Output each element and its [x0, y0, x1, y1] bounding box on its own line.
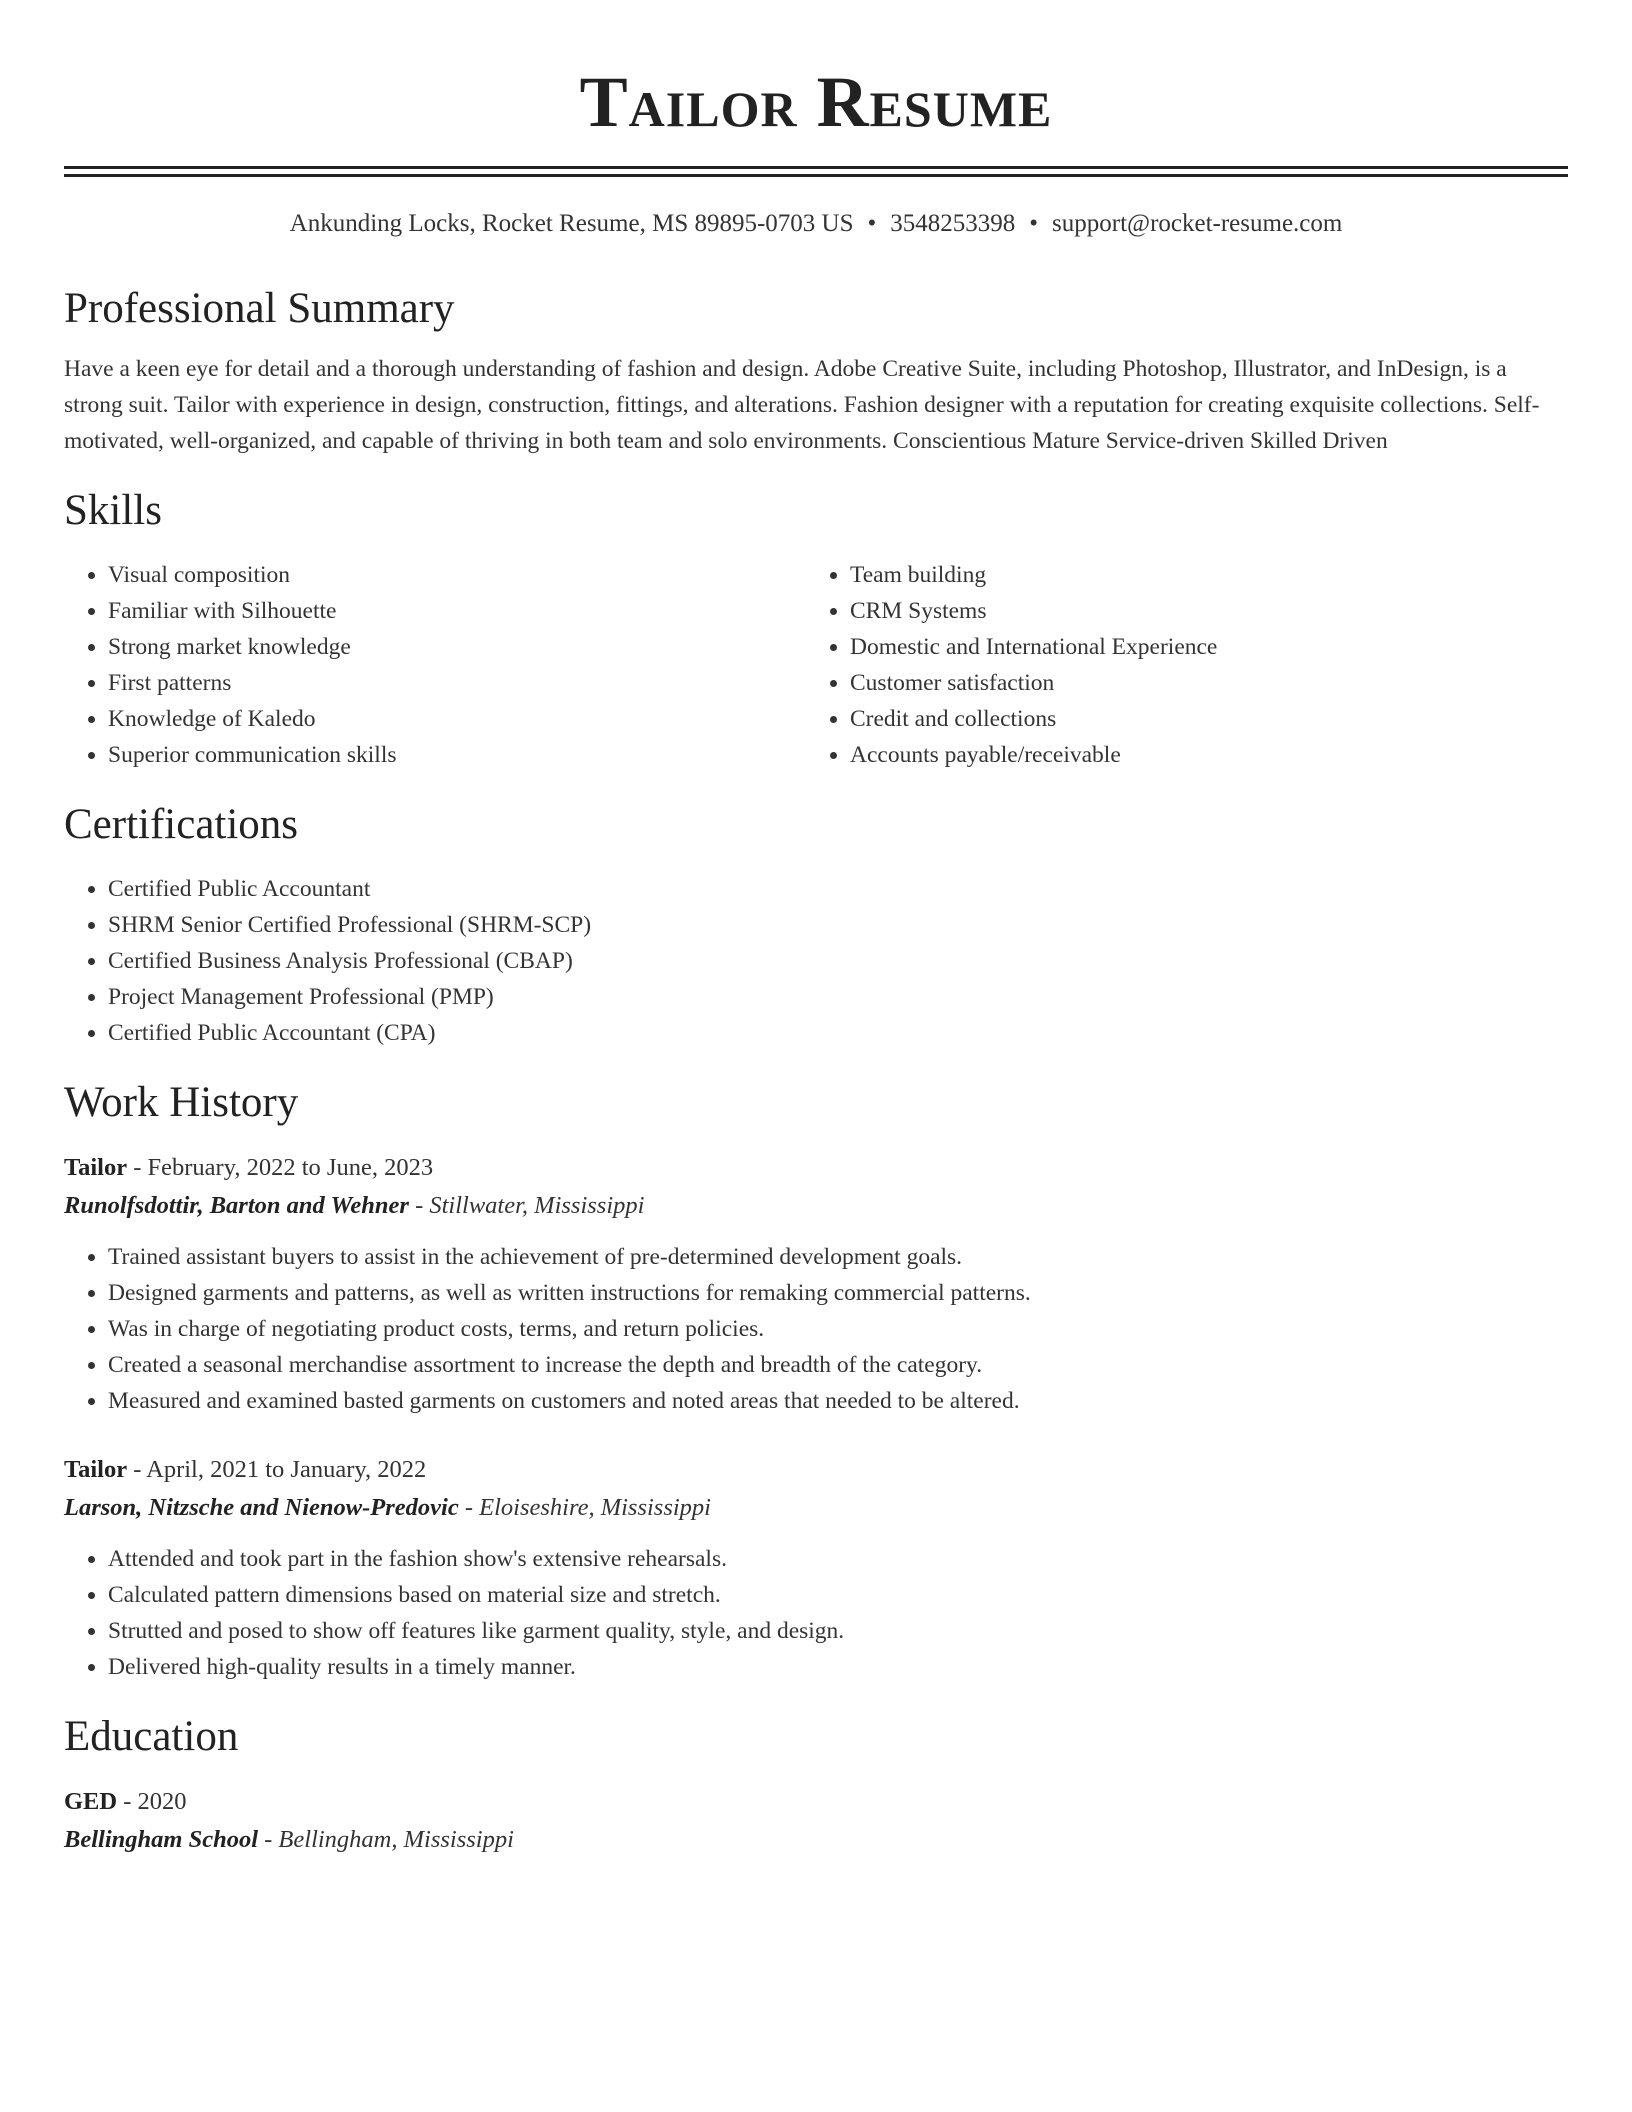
job-bullet: • Was in charge of negotiating product costs, terms, and return policies. [108, 1311, 1568, 1347]
job-location: - Stillwater, Mississippi [408, 1192, 645, 1219]
contact-address: Ankunding Locks, Rocket Resume, MS 89895-0703 US [289, 210, 854, 237]
contact-separator: • [1029, 210, 1039, 237]
job-entry [64, 1149, 1568, 1419]
job-role: Tailor [64, 1154, 128, 1181]
job-bullet: • Strutted and posed to show off features like garment quality, style, and design. [108, 1613, 1568, 1649]
skill-item: • Accounts payable/receivable [850, 737, 1548, 773]
skills-heading: Skills [64, 487, 162, 534]
job-header [64, 1149, 1568, 1187]
job-bullet: • Designed garments and patterns, as well as written instructions for remaking commercial patterns. [108, 1275, 1568, 1311]
job-company: Larson, Nitzsche and Nienow-Predovic [64, 1494, 459, 1521]
job-company: Runolfsdottir, Barton and Wehner [64, 1192, 409, 1219]
certification-item: • Certified Business Analysis Professional (CBAP) [108, 943, 1568, 979]
certifications-heading: Certifications [64, 801, 299, 848]
education-section [64, 1709, 1568, 1859]
contact-email: support@rocket-resume.com [1052, 210, 1343, 237]
education-year: - 2020 [117, 1788, 187, 1815]
skill-item: • Domestic and International Experience [850, 629, 1548, 665]
skill-item: • CRM Systems [850, 593, 1548, 629]
job-location: - Eloiseshire, Mississippi [458, 1494, 711, 1521]
job-bullet-list [64, 1239, 1568, 1419]
job-bullet: • Attended and took part in the fashion show's extensive rehearsals. [108, 1541, 1568, 1577]
job-header [64, 1451, 1568, 1489]
education-degree: GED [64, 1788, 118, 1815]
contact-line [64, 207, 1568, 241]
contact-separator: • [867, 210, 877, 237]
job-dates: - February, 2022 to June, 2023 [127, 1154, 434, 1181]
skills-column-left [64, 557, 806, 773]
skill-item: • First patterns [108, 665, 806, 701]
skill-item: • Team building [850, 557, 1548, 593]
certification-item: • Project Management Professional (PMP) [108, 979, 1568, 1015]
job-bullet: • Trained assistant buyers to assist in the achievement of pre-determined development goals. [108, 1239, 1568, 1275]
education-school: Bellingham School [64, 1826, 259, 1853]
skills-list-right [806, 557, 1548, 773]
summary-section [64, 281, 1568, 459]
skill-item: • Customer satisfaction [850, 665, 1548, 701]
skill-item: • Visual composition [108, 557, 806, 593]
certification-item: • Certified Public Accountant (CPA) [108, 1015, 1568, 1051]
job-bullet: • Created a seasonal merchandise assortment to increase the depth and breadth of the category. [108, 1347, 1568, 1383]
skill-item: • Strong market knowledge [108, 629, 806, 665]
skill-item: • Superior communication skills [108, 737, 806, 773]
skill-item: • Familiar with Silhouette [108, 593, 806, 629]
contact-phone: 3548253398 [890, 210, 1016, 237]
certification-item: • SHRM Senior Certified Professional (SHRM-SCP) [108, 907, 1568, 943]
job-dates: - April, 2021 to January, 2022 [127, 1456, 427, 1483]
skills-column-right [806, 557, 1548, 773]
job-bullet-list [64, 1541, 1568, 1685]
job-employer-line [64, 1489, 1568, 1527]
skill-item: • Credit and collections [850, 701, 1548, 737]
header-double-rule [64, 166, 1568, 177]
job-entry [64, 1451, 1568, 1685]
job-bullet: • Measured and examined basted garments on customers and noted areas that needed to be altered. [108, 1383, 1568, 1419]
resume-name: Tailor Resume [579, 62, 1053, 142]
work-history-heading: Work History [64, 1079, 299, 1126]
skills-section [64, 483, 1568, 773]
work-history-section [64, 1075, 1568, 1685]
education-school-line [64, 1821, 1568, 1859]
job-bullet: • Delivered high-quality results in a timely manner. [108, 1649, 1568, 1685]
certifications-section [64, 797, 1568, 1051]
skill-item: • Knowledge of Kaledo [108, 701, 806, 737]
summary-text: Have a keen eye for detail and a thorough understanding of fashion and design. Adobe Creative Suite, including Photoshop, Illustrator, and InDesign, is a strong suit. Tailor with experience in design, construction, fittings, and alterations. Fashion designer with a reputation for creating exquisite collections. Self-motivated, well-organized, and capable of thriving in both team and solo environments. Conscientious Mature Service-driven Skilled Driven [64, 356, 1540, 454]
summary-heading: Professional Summary [64, 285, 455, 332]
certifications-list [64, 871, 1568, 1051]
job-role: Tailor [64, 1456, 128, 1483]
education-heading: Education [64, 1713, 239, 1760]
certification-item: • Certified Public Accountant [108, 871, 1568, 907]
skills-list-left [64, 557, 806, 773]
education-header [64, 1783, 1568, 1821]
job-bullet: • Calculated pattern dimensions based on material size and stretch. [108, 1577, 1568, 1613]
skills-grid [64, 557, 1568, 773]
job-employer-line [64, 1187, 1568, 1225]
education-location: - Bellingham, Mississippi [258, 1826, 514, 1853]
